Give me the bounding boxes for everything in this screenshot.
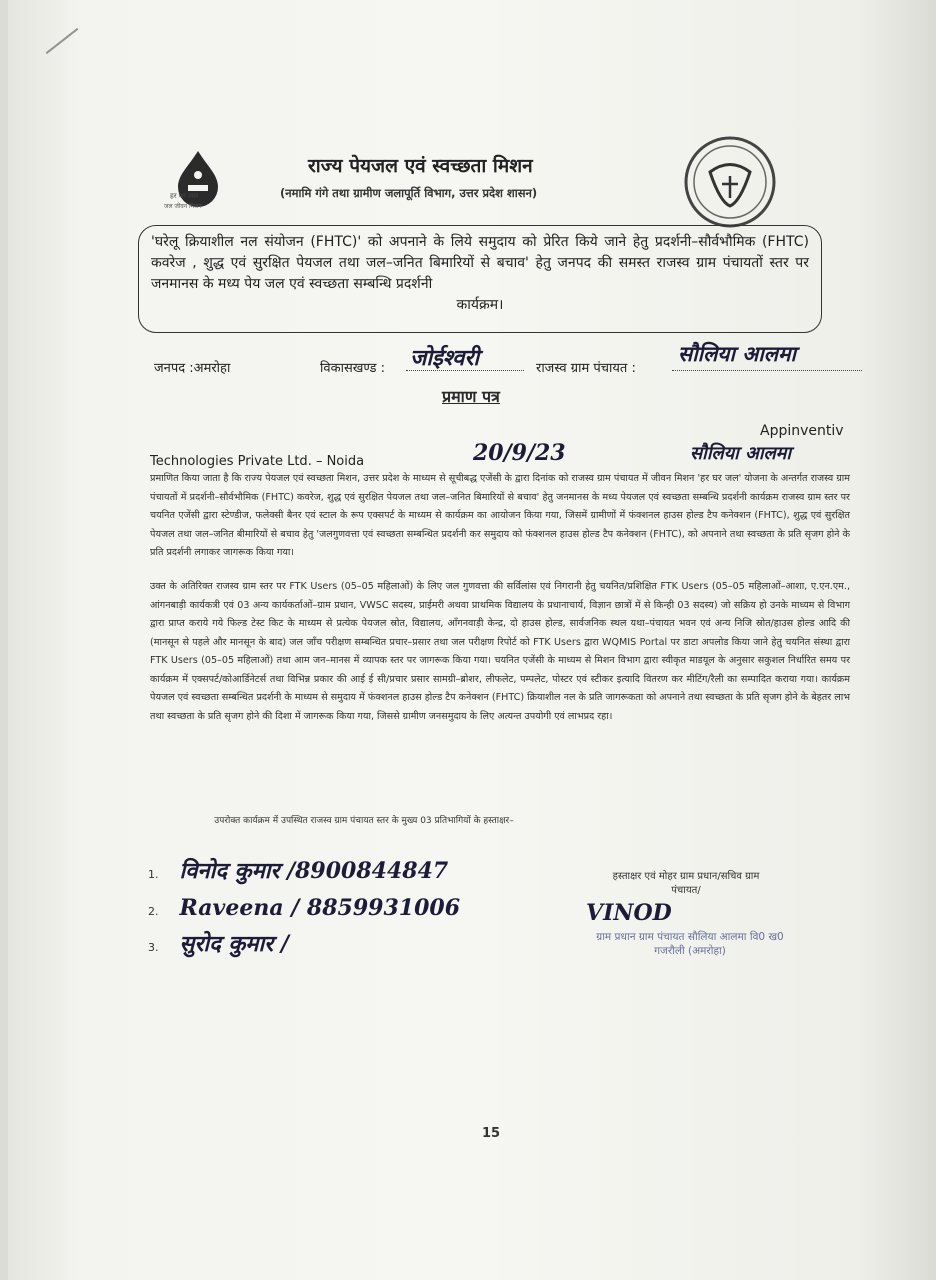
certificate-title: प्रमाण पत्र (442, 387, 500, 406)
logo-left-text: हर घर जल (170, 192, 198, 200)
banner-text: 'घरेलू क्रियाशील नल संयोजन (FHTC)' को अपनाने के लिये समुदाय को प्रेरित किये जाने हेतु प्रदर्शनी–सौर्वभौमिक (FHTC) कवरेज , शुद्ध एवं सुरक्षित पेयजल तथा जल–जनित बिमारियों से बचाव' हेतु जनपद की समस्त राजस्व ग्राम पंचायतों स्तर पर जनमानस के मध्य पेय जल एवं स्वच्छता सम्बन्धि प्रदर्शनी (151, 234, 809, 292)
stamp-label: हस्ताक्षर एवं मोहर ग्राम प्रधान/सचिव ग्राम पंचायत/ (612, 871, 760, 896)
official-stamp: ग्राम प्रधान ग्राम पंचायत सौलिया आलमा वि0 ख0 गजरौली (अमरोहा) (596, 931, 784, 957)
signatures-intro: उपरोक्त कार्यक्रम में उपस्थित राजस्व ग्राम पंचायत स्तर के मुख्य 03 प्रतिभागियों के हस्ताक्षर– (214, 816, 514, 826)
signature-number: 2. (148, 905, 159, 918)
panchayat-value: सौलिया आलमा (678, 341, 796, 366)
program-banner (138, 225, 822, 333)
company-name-b: Technologies Private Ltd. – Noida (150, 454, 365, 469)
state-emblem-logo-icon (680, 132, 780, 232)
signature-number: 1. (148, 868, 159, 881)
page-number: 15 (482, 1126, 501, 1141)
signature-text: सुरोद कुमार / (179, 931, 289, 957)
panchayat-label: राजस्व ग्राम पंचायत : (536, 361, 636, 376)
paper-crease (46, 28, 79, 54)
signature-row (148, 855, 448, 885)
org-subtitle: (नमामि गंगे तथा ग्रामीण जलापूर्ति विभाग, उत्तर प्रदेश शासन) (280, 186, 538, 200)
block-dotted-line (406, 370, 524, 371)
signature-number: 3. (148, 941, 159, 954)
district-label: जनपद :अमरोहा (154, 361, 231, 376)
signature-row (148, 895, 460, 921)
water-drop-logo-icon (158, 145, 238, 225)
pradhan-signature: VINOD (586, 900, 672, 926)
panchayat-dotted-line (672, 370, 862, 371)
banner-last-line: कार्यक्रम। (456, 297, 504, 313)
body-paragraph-2: उक्त के अतिरिक्त राजस्व ग्राम स्तर पर FTK Users (05–05 महिलाओं) के लिए जल गुणवत्ता की सर्विलांस एवं निगरानी हेतु चयनित/प्रशिक्षित FTK Users (05–05 महिलाओं–आशा, ए.एन.एम., आंगनबाड़ी कार्यकत्री एवं 03 अन्य कार्यकर्ताओं–ग्राम प्रधान, VWSC सदस्य, प्राईमरी अथवा प्राथमिक विद्यालय के प्रधानाचार्य, विज्ञान छात्रों में से किन्ही 03 सदस्य) जो सक्रिय हो उनके माध्यम से विभाग द्वारा प्राप्त कराये गये फिल्ड टेस्ट किट के माध्यम से प्रत्येक पेयजल स्रोत, विद्यालय, आँगनवाड़ी केन्द्र, दो हाउस होल्ड, सार्वजनिक स्थल यथा–पंचायत भवन एवं अन्य निजि स्रोत/हाउस होल्ड आदि की (मानसून से पहले और मानसून के बाद) जल जाँच परीक्षण सम्बन्धित प्रचार–प्रसार तथा जल परीक्षण रिपोर्ट को FTK Users द्वारा WQMIS Portal पर डाटा अपलोड किया जाने हेतु चयनित संस्था द्वारा FTK Users (05–05 महिलाओं) तथा आम जन–मानस में व्यापक स्तर पर जागरूक किया गया। चयनित एजेंसी के माध्यम से मिशन विभाग द्वारा स्वीकृत माडयूल के अनुसार सकुशल निर्धारित समय पर कार्यक्रम में एक्सपर्ट/कोआर्डिनेटर्स तथा विभिन्न प्रकार की आई ई सी/प्रचार प्रसार सामग्री–ब्रोशर, लीफलेट, पम्पलेट, पोस्टर एवं स्टीकर इत्यादि वितरण कर मीटिंग/रैली का सम्पादित कराया गया। कार्यक्रम पेयजल एवं स्वच्छता सम्बन्धित प्रदर्शनी के माध्यम से समुदाय में फंक्शनल हाउस होल्ड टैप कनेक्शन (FHTC) क्रियाशील नल के प्रति जागरूकता को अपनाने तथा स्वच्छता के प्रति सृजग होने के बेहतर लाभ तथा स्वच्छता के प्रति सृजग होने की दिशा में जागरूक किया गया, जिससे ग्रामीण जनसमुदाय के लिए अत्यन्त उपयोगी एवं लाभप्रद रहा। (150, 581, 850, 722)
company-name-a: Appinventiv (760, 423, 844, 439)
signature-text: विनोद कुमार /8900844847 (179, 858, 449, 884)
logo-left-caption: जल जीवन मिशन (164, 203, 202, 210)
org-name: राज्य पेयजल एवं स्वच्छता मिशन (308, 155, 533, 177)
block-label: विकासखण्ड : (320, 361, 386, 376)
document-page (8, 0, 932, 1280)
handwritten-village: सौलिया आलमा (690, 443, 792, 464)
signature-row (148, 928, 289, 958)
handwritten-date: 20/9/23 (473, 440, 566, 466)
signature-text: Raveena / 8859931006 (179, 895, 460, 921)
body-paragraph-1: प्रमाणित किया जाता है कि राज्य पेयजल एवं स्वच्छता मिशन, उत्तर प्रदेश के माध्यम से सूचीबद्ध एजेंसी के द्वारा दिनांक को राजस्व ग्राम पंचायत में जीवन मिशन 'हर घर जल' योजना के अन्तर्गत राजस्व ग्राम पंचायतों में प्रदर्शनी–सौर्वभौमिक (FHTC) कवरेज, शुद्ध एवं सुरक्षित पेयजल तथा जल–जनित बिमारियों से बचाव' हेतु जनमानस के मध्य पेयजल एवं स्वच्छता सम्बन्धि प्रदर्शनी कार्यक्रम राजस्व ग्राम स्तर पर चयनित एजेंसी द्वारा स्टेण्डीज, फलेक्सी बैनर एवं स्टाल के रूप एक्सपर्ट के माध्यम से कार्यक्रम का आयोजन किया गया, जिसमें ग्रामीणों में फंक्शनल हाउस होल्ड टैप कनेक्शन (FHTC), शुद्ध एवं सुरक्षित पेयजल तथा जल–जनित बीमारियों से बचाव हेतु 'जलगुणवत्ता एवं स्वच्छता सम्बन्धित प्रदर्शनी कर समुदाय को फंक्शनल हाउस होल्ड टैप कनेक्शन (FHTC), को अपनाने तथा स्वच्छता के प्रति सृजग होने के प्रति प्रदर्शनी लगाकर जागरूक किया गया। (150, 473, 850, 558)
block-value: जोईश्वरी (410, 345, 480, 371)
